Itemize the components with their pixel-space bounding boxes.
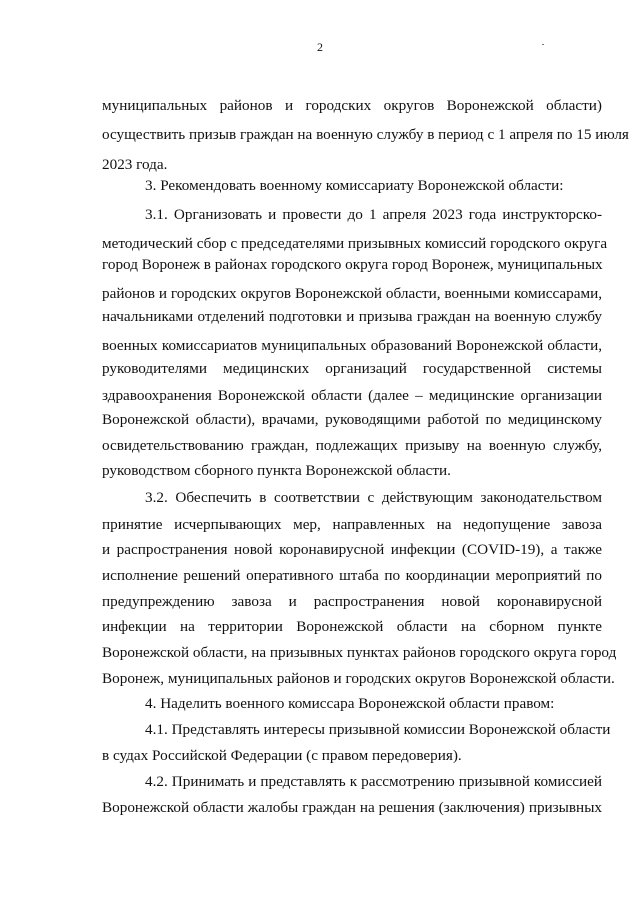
text-line: и распространения новой коронавирусной инфекции (COVID-19), а также — [102, 541, 602, 558]
text-line: военных комиссариатов муниципальных образований Воронежской области, — [102, 337, 602, 354]
text-line: исполнение решений оперативного штаба по координации мероприятий по — [102, 567, 602, 584]
text-line: предупреждению завоза и распространения новой коронавирусной — [102, 593, 602, 610]
text-line: 3.2. Обеспечить в соответствии с действующим законодательством — [145, 489, 602, 506]
text-line: инфекции на территории Воронежской области на сборном пункте — [102, 618, 602, 635]
text-line: Воронеж, муниципальных районов и городских округов Воронежской области. — [102, 670, 615, 687]
text-line: 4.2. Принимать и представлять к рассмотрению призывной комиссией — [145, 773, 602, 790]
text-line: руководителями медицинских организаций государственной системы — [102, 360, 602, 377]
text-line: освидетельствованию граждан, подлежащих призыву на военную службу, — [102, 437, 602, 454]
text-line: здравоохранения Воронежской области (далее – медицинские организации — [102, 387, 602, 404]
text-line: районов и городских округов Воронежской области, военными комиссарами, — [102, 285, 602, 302]
text-line: руководством сборного пункта Воронежской области. — [102, 462, 451, 479]
text-line: осуществить призыв граждан на военную службу в период с 1 апреля по 15 июля — [102, 126, 629, 143]
text-line: принятие исчерпывающих мер, направленных на недопущение завоза — [102, 516, 602, 533]
text-line: город Воронеж в районах городского округа город Воронеж, муниципальных — [102, 256, 603, 273]
text-line: 2023 года. — [102, 156, 168, 173]
text-line: начальниками отделений подготовки и призыва граждан на военную службу — [102, 308, 602, 325]
text-line: 4.1. Представлять интересы призывной комиссии Воронежской области — [145, 721, 611, 738]
text-line: 3. Рекомендовать военному комиссариату Воронежской области: — [145, 177, 564, 194]
text-line: 3.1. Организовать и провести до 1 апреля 2023 года инструкторско- — [145, 206, 602, 223]
text-line: Воронежской области жалобы граждан на решения (заключения) призывных — [102, 799, 602, 816]
text-line: Воронежской области), врачами, руководящими работой по медицинскому — [102, 411, 602, 428]
text-line: методический сбор с председателями призывных комиссий городского округа — [102, 235, 608, 252]
text-line: 4. Наделить военного комиссара Воронежской области правом: — [145, 695, 555, 712]
scan-speck — [542, 44, 544, 45]
page-number: 2 — [317, 40, 323, 54]
text-line: муниципальных районов и городских округов Воронежской области) — [102, 97, 602, 114]
text-line: Воронежской области, на призывных пунктах районов городского округа город — [102, 644, 617, 661]
text-line: в судах Российской Федерации (с правом передоверия). — [102, 747, 462, 764]
